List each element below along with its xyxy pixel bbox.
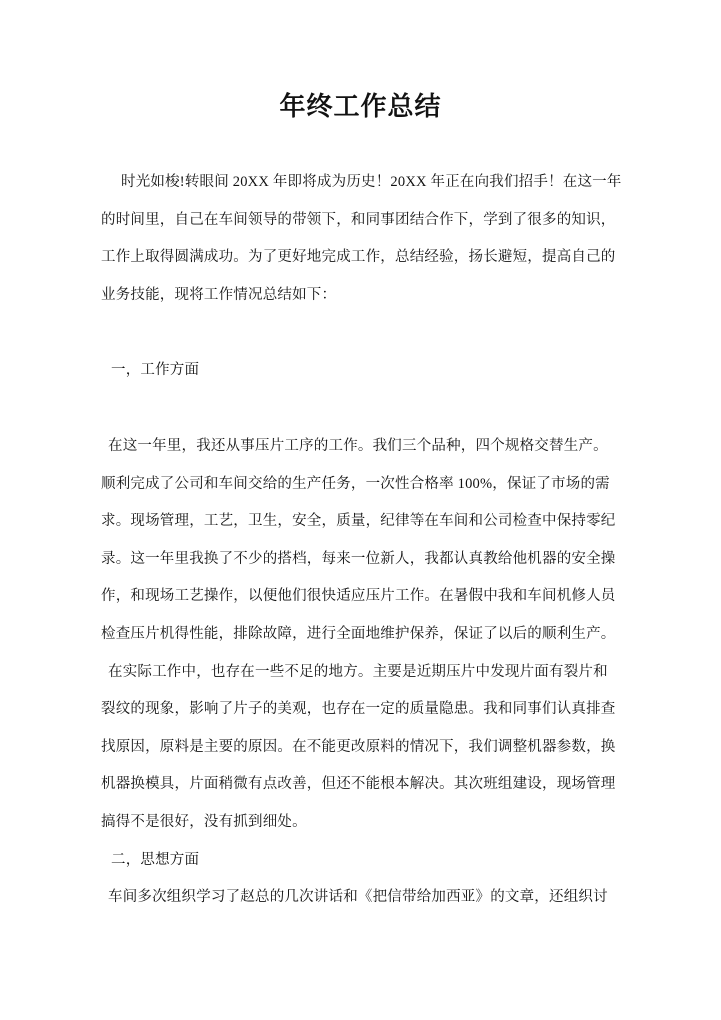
thought-paragraph: 车间多次组织学习了赵总的几次讲话和《把信带给加西亚》的文章，还组织讨 bbox=[108, 889, 608, 906]
section-heading-work: 一，工作方面 bbox=[111, 362, 200, 379]
work-paragraph-achievements: 在这一年里，我还从事压片工序的工作。我们三个品种，四个规格交替生产。 顺利完成了公司和车间交给的生产任务，一次性合格率 100%，保证了市场的需 求。现场管理，工艺，卫生，安全，质量，纪律等在车间和公司检查中保持零纪 录。这一年里我换了不少的搭档，每来一位新人，我都认真教给他机器的安全操 作，和现场工艺操作，以便他们很快适应压片工作。在暑假中我和车间机修人员 检查压片机得性能，排除故障，进行全面地维护保养，保证了以后的顺利生产。 bbox=[101, 437, 616, 642]
document-title: 年终工作总结 bbox=[279, 92, 442, 121]
work-paragraph-shortcomings: 在实际工作中，也存在一些不足的地方。主要是近期压片中发现片面有裂片和 裂纹的现象，影响了片子的美观，也存在一定的质量隐患。我和同事们认真排查 找原因，原料是主要的原因。在不能更改原料的情况下，我们调整机器参数，换 机器换模具，片面稍微有点改善，但还不能根本解决。其次班组建设，现场管理 搞得不是很好，没有抓到细处。 bbox=[101, 663, 616, 830]
intro-paragraph: 时光如梭!转眼间 20XX 年即将成为历史！20XX 年正在向我们招手！在这一年 的时间里，自己在车间领导的带领下，和同事团结合作下，学到了很多的知识， 工作上取得圆满成功。为了更好地完成工作，总结经验，扬长避短，提高自己的 业务技能，现将工作情况总结如下： bbox=[101, 174, 622, 303]
section-heading-thought: 二，思想方面 bbox=[111, 851, 200, 868]
